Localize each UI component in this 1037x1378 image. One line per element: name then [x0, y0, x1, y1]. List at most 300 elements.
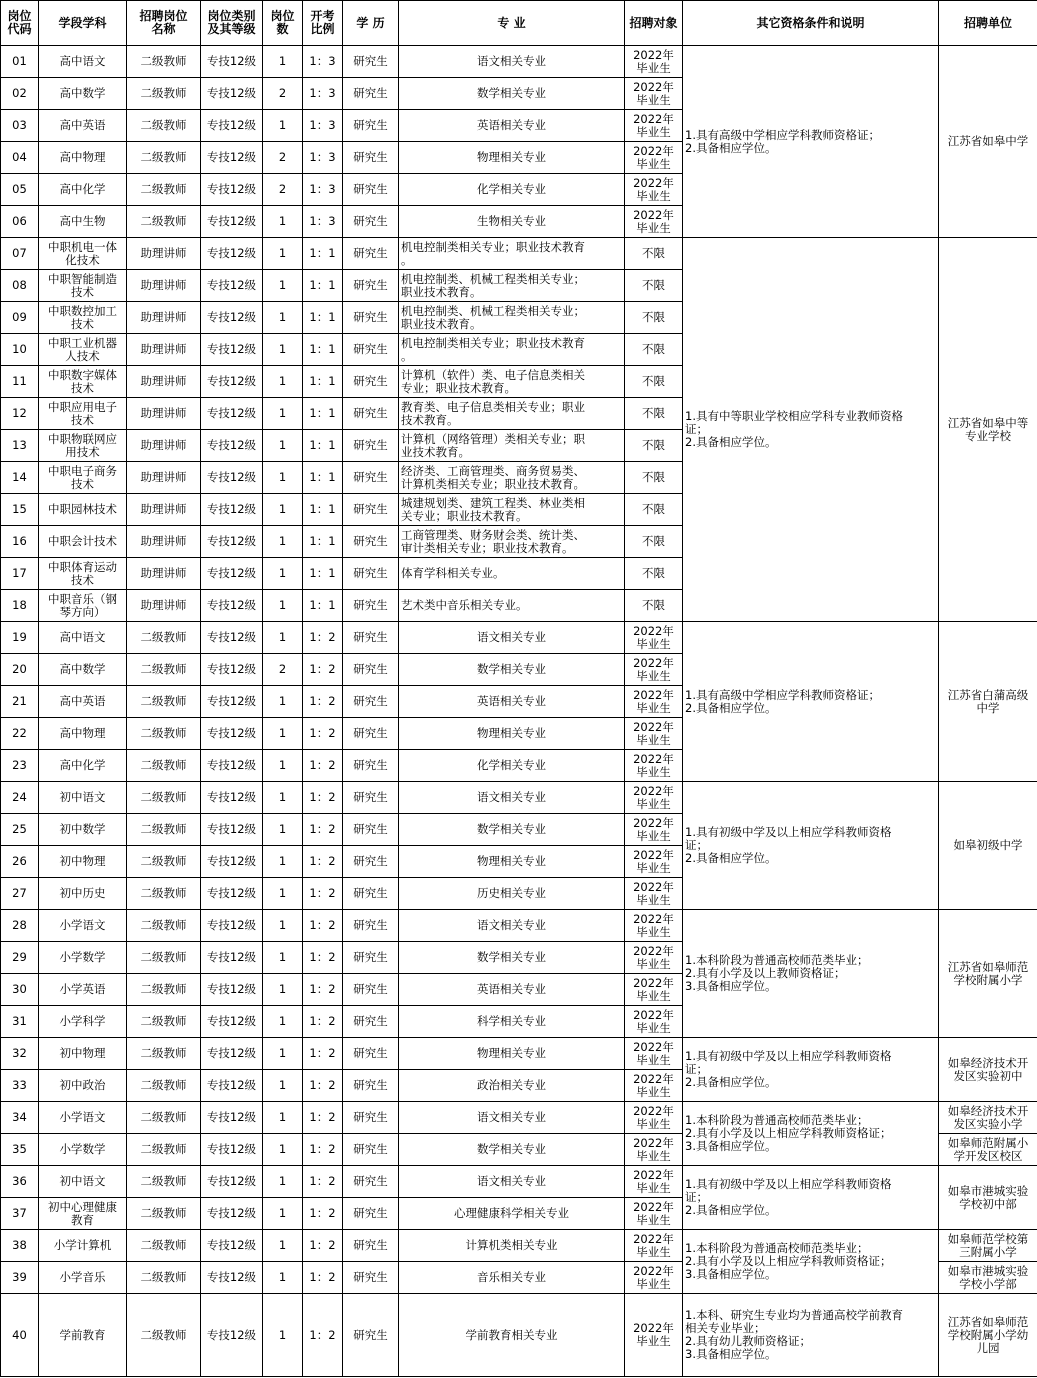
cell-ratio: 1：1	[303, 334, 343, 366]
cell-post: 二级教师	[127, 1102, 201, 1134]
cell-count: 2	[263, 654, 303, 686]
cell-unit: 江苏省如皋中等 专业学校	[939, 238, 1037, 622]
cell-count: 1	[263, 1038, 303, 1070]
cell-ratio: 1：1	[303, 398, 343, 430]
cell-post: 二级教师	[127, 718, 201, 750]
cell-count: 1	[263, 942, 303, 974]
cell-grade: 专技12级	[201, 1102, 263, 1134]
cell-major: 物理相关专业	[399, 718, 625, 750]
cell-grade: 专技12级	[201, 366, 263, 398]
cell-target: 2022年 毕业生	[625, 1230, 683, 1262]
cell-target: 不限	[625, 494, 683, 526]
cell-target: 2022年 毕业生	[625, 110, 683, 142]
cell-target: 2022年 毕业生	[625, 750, 683, 782]
cell-subject: 中职工业机器 人技术	[39, 334, 127, 366]
cell-count: 1	[263, 750, 303, 782]
cell-count: 1	[263, 686, 303, 718]
cell-target: 不限	[625, 334, 683, 366]
cell-subject: 中职会计技术	[39, 526, 127, 558]
cell-target: 2022年 毕业生	[625, 1262, 683, 1294]
cell-major: 音乐相关专业	[399, 1262, 625, 1294]
table-row	[1, 1038, 1037, 1070]
cell-unit: 江苏省如皋师范 学校附属小学幼 儿园	[939, 1294, 1037, 1377]
cell-ratio: 1：1	[303, 270, 343, 302]
cell-target: 2022年 毕业生	[625, 910, 683, 942]
cell-ratio: 1：2	[303, 1070, 343, 1102]
cell-ratio: 1：1	[303, 366, 343, 398]
cell-post: 二级教师	[127, 1230, 201, 1262]
cell-major: 历史相关专业	[399, 878, 625, 910]
header-grade: 岗位类别 及其等级	[201, 1, 263, 46]
cell-target: 2022年 毕业生	[625, 814, 683, 846]
cell-count: 2	[263, 78, 303, 110]
header-notes: 其它资格条件和说明	[683, 1, 939, 46]
cell-code: 29	[1, 942, 39, 974]
cell-grade: 专技12级	[201, 462, 263, 494]
cell-edu: 研究生	[343, 558, 399, 590]
cell-ratio: 1：2	[303, 718, 343, 750]
cell-major: 数学相关专业	[399, 814, 625, 846]
header-major: 专 业	[399, 1, 625, 46]
cell-count: 1	[263, 974, 303, 1006]
cell-grade: 专技12级	[201, 1230, 263, 1262]
cell-unit: 如皋师范学校第 三附属小学	[939, 1230, 1037, 1262]
cell-post: 二级教师	[127, 750, 201, 782]
cell-count: 2	[263, 142, 303, 174]
cell-target: 不限	[625, 270, 683, 302]
cell-count: 1	[263, 878, 303, 910]
cell-grade: 专技12级	[201, 1198, 263, 1230]
cell-edu: 研究生	[343, 78, 399, 110]
table-row	[1, 910, 1037, 942]
cell-target: 2022年 毕业生	[625, 974, 683, 1006]
cell-grade: 专技12级	[201, 1006, 263, 1038]
cell-ratio: 1：2	[303, 622, 343, 654]
cell-post: 助理讲师	[127, 526, 201, 558]
cell-edu: 研究生	[343, 46, 399, 78]
cell-code: 07	[1, 238, 39, 270]
cell-major: 城建规划类、建筑工程类、林业类相 关专业；职业技术教育。	[399, 494, 625, 526]
cell-ratio: 1：2	[303, 814, 343, 846]
cell-edu: 研究生	[343, 846, 399, 878]
cell-count: 1	[263, 526, 303, 558]
cell-grade: 专技12级	[201, 1070, 263, 1102]
cell-target: 2022年 毕业生	[625, 1198, 683, 1230]
header-ratio: 开考 比例	[303, 1, 343, 46]
cell-count: 1	[263, 590, 303, 622]
cell-ratio: 1：2	[303, 1230, 343, 1262]
cell-edu: 研究生	[343, 206, 399, 238]
cell-edu: 研究生	[343, 238, 399, 270]
header-edu: 学 历	[343, 1, 399, 46]
cell-major: 学前教育相关专业	[399, 1294, 625, 1377]
cell-ratio: 1：2	[303, 974, 343, 1006]
cell-post: 助理讲师	[127, 302, 201, 334]
cell-subject: 中职机电一体 化技术	[39, 238, 127, 270]
cell-grade: 专技12级	[201, 174, 263, 206]
cell-post: 二级教师	[127, 622, 201, 654]
cell-code: 19	[1, 622, 39, 654]
cell-edu: 研究生	[343, 590, 399, 622]
cell-edu: 研究生	[343, 1102, 399, 1134]
cell-grade: 专技12级	[201, 846, 263, 878]
cell-unit: 如皋经济技术开 发区实验初中	[939, 1038, 1037, 1102]
cell-notes: 1.本科、研究生专业均为普通高校学前教育 相关专业毕业； 2.具有幼儿教师资格证； 3.具备相应学位。	[683, 1294, 939, 1377]
cell-code: 38	[1, 1230, 39, 1262]
cell-grade: 专技12级	[201, 1134, 263, 1166]
cell-subject: 初中语文	[39, 782, 127, 814]
cell-subject: 初中语文	[39, 1166, 127, 1198]
cell-count: 1	[263, 1102, 303, 1134]
cell-ratio: 1：2	[303, 1294, 343, 1377]
cell-count: 1	[263, 910, 303, 942]
cell-ratio: 1：1	[303, 302, 343, 334]
cell-target: 2022年 毕业生	[625, 1102, 683, 1134]
cell-major: 经济类、工商管理类、商务贸易类、 计算机类相关专业；职业技术教育。	[399, 462, 625, 494]
cell-code: 40	[1, 1294, 39, 1377]
cell-target: 不限	[625, 590, 683, 622]
cell-code: 27	[1, 878, 39, 910]
cell-edu: 研究生	[343, 622, 399, 654]
cell-subject: 初中物理	[39, 846, 127, 878]
cell-subject: 高中生物	[39, 206, 127, 238]
cell-count: 1	[263, 366, 303, 398]
cell-code: 30	[1, 974, 39, 1006]
cell-code: 09	[1, 302, 39, 334]
cell-subject: 初中数学	[39, 814, 127, 846]
cell-code: 26	[1, 846, 39, 878]
cell-ratio: 1：1	[303, 494, 343, 526]
cell-major: 语文相关专业	[399, 46, 625, 78]
cell-post: 二级教师	[127, 78, 201, 110]
cell-edu: 研究生	[343, 398, 399, 430]
cell-subject: 初中政治	[39, 1070, 127, 1102]
cell-post: 二级教师	[127, 942, 201, 974]
cell-ratio: 1：2	[303, 1198, 343, 1230]
cell-subject: 中职数控加工 技术	[39, 302, 127, 334]
cell-grade: 专技12级	[201, 78, 263, 110]
cell-grade: 专技12级	[201, 526, 263, 558]
cell-grade: 专技12级	[201, 398, 263, 430]
cell-subject: 小学音乐	[39, 1262, 127, 1294]
cell-target: 2022年 毕业生	[625, 1070, 683, 1102]
cell-post: 助理讲师	[127, 590, 201, 622]
cell-major: 语文相关专业	[399, 1166, 625, 1198]
cell-subject: 学前教育	[39, 1294, 127, 1377]
cell-subject: 中职数字媒体 技术	[39, 366, 127, 398]
cell-edu: 研究生	[343, 782, 399, 814]
cell-grade: 专技12级	[201, 302, 263, 334]
cell-target: 2022年 毕业生	[625, 1006, 683, 1038]
cell-edu: 研究生	[343, 334, 399, 366]
cell-edu: 研究生	[343, 462, 399, 494]
cell-post: 二级教师	[127, 878, 201, 910]
cell-notes: 1.本科阶段为普通高校师范类毕业； 2.具有小学及以上相应学科教师资格证； 3.具备相应学位。	[683, 1230, 939, 1294]
cell-major: 计算机类相关专业	[399, 1230, 625, 1262]
cell-code: 37	[1, 1198, 39, 1230]
cell-major: 心理健康科学相关专业	[399, 1198, 625, 1230]
cell-code: 25	[1, 814, 39, 846]
cell-notes: 1.具有高级中学相应学科教师资格证； 2.具备相应学位。	[683, 46, 939, 238]
cell-post: 二级教师	[127, 654, 201, 686]
cell-code: 11	[1, 366, 39, 398]
cell-major: 语文相关专业	[399, 910, 625, 942]
cell-grade: 专技12级	[201, 654, 263, 686]
cell-ratio: 1：2	[303, 910, 343, 942]
cell-target: 2022年 毕业生	[625, 78, 683, 110]
cell-count: 1	[263, 1134, 303, 1166]
cell-subject: 初中历史	[39, 878, 127, 910]
cell-major: 机电控制类相关专业；职业技术教育 。	[399, 334, 625, 366]
cell-grade: 专技12级	[201, 718, 263, 750]
cell-code: 10	[1, 334, 39, 366]
cell-ratio: 1：2	[303, 1102, 343, 1134]
cell-post: 助理讲师	[127, 334, 201, 366]
cell-count: 1	[263, 270, 303, 302]
cell-edu: 研究生	[343, 654, 399, 686]
cell-major: 计算机（网络管理）类相关专业；职 业技术教育。	[399, 430, 625, 462]
cell-major: 数学相关专业	[399, 78, 625, 110]
cell-code: 13	[1, 430, 39, 462]
cell-unit: 如皋初级中学	[939, 782, 1037, 910]
cell-count: 1	[263, 718, 303, 750]
cell-ratio: 1：1	[303, 430, 343, 462]
cell-post: 助理讲师	[127, 430, 201, 462]
cell-ratio: 1：1	[303, 238, 343, 270]
cell-target: 2022年 毕业生	[625, 1294, 683, 1377]
cell-code: 22	[1, 718, 39, 750]
cell-target: 2022年 毕业生	[625, 142, 683, 174]
cell-subject: 中职体育运动 技术	[39, 558, 127, 590]
cell-post: 助理讲师	[127, 558, 201, 590]
cell-post: 助理讲师	[127, 462, 201, 494]
cell-notes: 1.具有高级中学相应学科教师资格证； 2.具备相应学位。	[683, 622, 939, 782]
cell-subject: 高中物理	[39, 142, 127, 174]
cell-target: 不限	[625, 398, 683, 430]
cell-count: 2	[263, 174, 303, 206]
table-row	[1, 1102, 1037, 1134]
cell-major: 英语相关专业	[399, 110, 625, 142]
cell-grade: 专技12级	[201, 590, 263, 622]
cell-post: 二级教师	[127, 846, 201, 878]
cell-major: 政治相关专业	[399, 1070, 625, 1102]
cell-target: 2022年 毕业生	[625, 846, 683, 878]
cell-unit: 如皋经济技术开 发区实验小学	[939, 1102, 1037, 1134]
table-row	[1, 46, 1037, 78]
cell-post: 二级教师	[127, 910, 201, 942]
cell-post: 助理讲师	[127, 270, 201, 302]
cell-code: 28	[1, 910, 39, 942]
cell-major: 语文相关专业	[399, 782, 625, 814]
cell-code: 17	[1, 558, 39, 590]
cell-code: 31	[1, 1006, 39, 1038]
cell-notes: 1.本科阶段为普通高校师范类毕业； 2.具有小学及以上相应学科教师资格证； 3.具备相应学位。	[683, 1102, 939, 1166]
cell-target: 2022年 毕业生	[625, 686, 683, 718]
cell-code: 04	[1, 142, 39, 174]
cell-post: 二级教师	[127, 782, 201, 814]
cell-post: 二级教师	[127, 1134, 201, 1166]
cell-edu: 研究生	[343, 1166, 399, 1198]
cell-ratio: 1：1	[303, 526, 343, 558]
cell-count: 1	[263, 46, 303, 78]
cell-major: 语文相关专业	[399, 622, 625, 654]
cell-code: 12	[1, 398, 39, 430]
cell-grade: 专技12级	[201, 430, 263, 462]
cell-count: 1	[263, 1006, 303, 1038]
cell-ratio: 1：1	[303, 590, 343, 622]
cell-subject: 高中英语	[39, 686, 127, 718]
cell-edu: 研究生	[343, 526, 399, 558]
cell-post: 二级教师	[127, 110, 201, 142]
cell-count: 1	[263, 302, 303, 334]
cell-unit: 江苏省如皋中学	[939, 46, 1037, 238]
cell-edu: 研究生	[343, 494, 399, 526]
cell-post: 二级教师	[127, 1006, 201, 1038]
cell-code: 14	[1, 462, 39, 494]
cell-count: 1	[263, 334, 303, 366]
cell-code: 23	[1, 750, 39, 782]
cell-ratio: 1：2	[303, 878, 343, 910]
header-post: 招聘岗位 名称	[127, 1, 201, 46]
cell-edu: 研究生	[343, 142, 399, 174]
cell-grade: 专技12级	[201, 142, 263, 174]
cell-notes: 1.本科阶段为普通高校师范类毕业； 2.具有小学及以上教师资格证； 3.具备相应学位。	[683, 910, 939, 1038]
cell-ratio: 1：3	[303, 142, 343, 174]
cell-ratio: 1：3	[303, 46, 343, 78]
cell-subject: 小学科学	[39, 1006, 127, 1038]
cell-grade: 专技12级	[201, 622, 263, 654]
cell-grade: 专技12级	[201, 974, 263, 1006]
cell-subject: 小学英语	[39, 974, 127, 1006]
cell-code: 20	[1, 654, 39, 686]
cell-major: 工商管理类、财务财会类、统计类、 审计类相关专业；职业技术教育。	[399, 526, 625, 558]
cell-target: 2022年 毕业生	[625, 206, 683, 238]
cell-target: 2022年 毕业生	[625, 1166, 683, 1198]
table-row	[1, 1230, 1037, 1262]
cell-grade: 专技12级	[201, 942, 263, 974]
cell-subject: 高中语文	[39, 46, 127, 78]
cell-subject: 小学语文	[39, 1102, 127, 1134]
cell-count: 1	[263, 1198, 303, 1230]
cell-subject: 小学数学	[39, 942, 127, 974]
cell-major: 机电控制类相关专业；职业技术教育 。	[399, 238, 625, 270]
cell-grade: 专技12级	[201, 782, 263, 814]
cell-code: 36	[1, 1166, 39, 1198]
cell-edu: 研究生	[343, 718, 399, 750]
cell-ratio: 1：2	[303, 1038, 343, 1070]
cell-post: 助理讲师	[127, 494, 201, 526]
cell-major: 数学相关专业	[399, 1134, 625, 1166]
cell-ratio: 1：2	[303, 750, 343, 782]
cell-major: 机电控制类、机械工程类相关专业； 职业技术教育。	[399, 270, 625, 302]
cell-count: 1	[263, 846, 303, 878]
cell-target: 不限	[625, 302, 683, 334]
cell-major: 化学相关专业	[399, 750, 625, 782]
cell-ratio: 1：2	[303, 654, 343, 686]
cell-code: 21	[1, 686, 39, 718]
cell-code: 02	[1, 78, 39, 110]
cell-ratio: 1：2	[303, 1134, 343, 1166]
cell-notes: 1.具有初级中学及以上相应学科教师资格 证； 2.具备相应学位。	[683, 1038, 939, 1102]
cell-major: 艺术类中音乐相关专业。	[399, 590, 625, 622]
cell-edu: 研究生	[343, 270, 399, 302]
cell-post: 二级教师	[127, 46, 201, 78]
cell-edu: 研究生	[343, 110, 399, 142]
header-target: 招聘对象	[625, 1, 683, 46]
cell-subject: 中职智能制造 技术	[39, 270, 127, 302]
cell-edu: 研究生	[343, 974, 399, 1006]
cell-ratio: 1：2	[303, 846, 343, 878]
cell-edu: 研究生	[343, 942, 399, 974]
header-unit: 招聘单位	[939, 1, 1037, 46]
cell-subject: 中职园林技术	[39, 494, 127, 526]
cell-subject: 中职物联网应 用技术	[39, 430, 127, 462]
cell-grade: 专技12级	[201, 238, 263, 270]
cell-unit: 江苏省白蒲高级 中学	[939, 622, 1037, 782]
cell-unit: 如皋市港城实验 学校初中部	[939, 1166, 1037, 1230]
cell-subject: 高中化学	[39, 174, 127, 206]
cell-major: 体育学科相关专业。	[399, 558, 625, 590]
cell-grade: 专技12级	[201, 878, 263, 910]
table-row	[1, 782, 1037, 814]
cell-count: 1	[263, 462, 303, 494]
cell-post: 二级教师	[127, 206, 201, 238]
cell-target: 2022年 毕业生	[625, 878, 683, 910]
cell-grade: 专技12级	[201, 1294, 263, 1377]
cell-target: 不限	[625, 238, 683, 270]
cell-major: 化学相关专业	[399, 174, 625, 206]
table-row	[1, 1294, 1037, 1377]
cell-grade: 专技12级	[201, 110, 263, 142]
cell-target: 2022年 毕业生	[625, 1134, 683, 1166]
cell-count: 1	[263, 238, 303, 270]
cell-target: 不限	[625, 526, 683, 558]
cell-edu: 研究生	[343, 1262, 399, 1294]
cell-code: 16	[1, 526, 39, 558]
cell-post: 二级教师	[127, 1070, 201, 1102]
cell-edu: 研究生	[343, 1006, 399, 1038]
cell-edu: 研究生	[343, 1198, 399, 1230]
cell-count: 1	[263, 206, 303, 238]
cell-count: 1	[263, 494, 303, 526]
cell-ratio: 1：2	[303, 1166, 343, 1198]
cell-grade: 专技12级	[201, 1166, 263, 1198]
cell-target: 不限	[625, 462, 683, 494]
cell-edu: 研究生	[343, 686, 399, 718]
cell-count: 1	[263, 1070, 303, 1102]
cell-count: 1	[263, 430, 303, 462]
cell-subject: 中职音乐（钢 琴方向）	[39, 590, 127, 622]
cell-edu: 研究生	[343, 174, 399, 206]
cell-post: 助理讲师	[127, 366, 201, 398]
cell-code: 18	[1, 590, 39, 622]
cell-notes: 1.具有初级中学及以上相应学科教师资格 证； 2.具备相应学位。	[683, 782, 939, 910]
cell-subject: 中职应用电子 技术	[39, 398, 127, 430]
cell-post: 助理讲师	[127, 238, 201, 270]
cell-subject: 高中数学	[39, 654, 127, 686]
cell-edu: 研究生	[343, 1070, 399, 1102]
cell-ratio: 1：3	[303, 110, 343, 142]
cell-unit: 江苏省如皋师范 学校附属小学	[939, 910, 1037, 1038]
cell-major: 物理相关专业	[399, 846, 625, 878]
cell-post: 二级教师	[127, 1166, 201, 1198]
cell-post: 二级教师	[127, 814, 201, 846]
cell-edu: 研究生	[343, 750, 399, 782]
cell-major: 语文相关专业	[399, 1102, 625, 1134]
cell-grade: 专技12级	[201, 1262, 263, 1294]
cell-ratio: 1：3	[303, 78, 343, 110]
cell-count: 1	[263, 1294, 303, 1377]
